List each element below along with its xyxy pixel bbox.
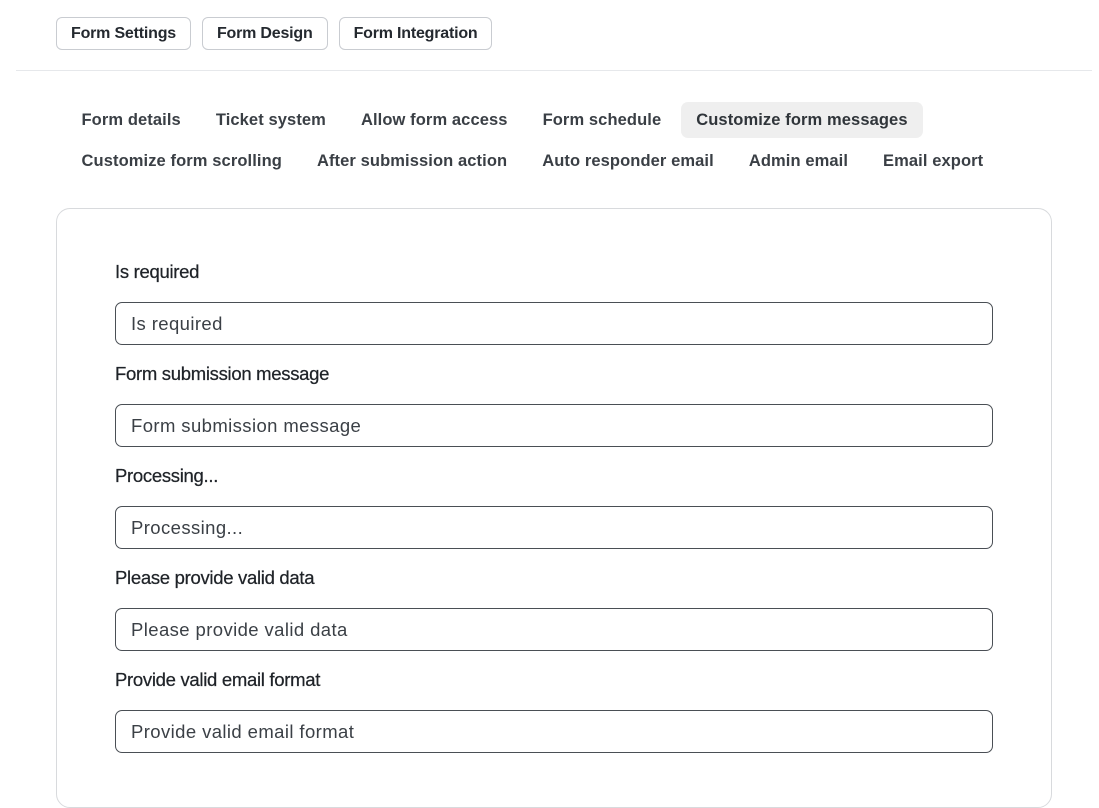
field-label: Please provide valid data: [115, 567, 315, 588]
field-valid-email-format: [115, 668, 993, 753]
sub-tab-email-export[interactable]: Email export: [883, 151, 984, 170]
sub-tab-row-1: [66, 102, 966, 138]
field-form-submission-message: [115, 362, 993, 447]
tab-form-integration[interactable]: Form Integration: [339, 17, 493, 50]
sub-tab-ticket-system[interactable]: Ticket system: [215, 110, 326, 129]
top-tab-bar: [56, 17, 492, 50]
sub-tab-row-2: [66, 143, 984, 179]
sub-tab-admin-email[interactable]: Admin email: [748, 151, 849, 170]
sub-tab-allow-form-access[interactable]: Allow form access: [360, 110, 508, 129]
form-messages-card: [56, 208, 1052, 808]
field-label: Processing...: [115, 465, 219, 486]
sub-tab-form-details[interactable]: Form details: [81, 110, 181, 129]
form-submission-message-input[interactable]: [115, 404, 993, 447]
settings-sub-tabs: [66, 102, 984, 184]
field-label: Form submission message: [115, 363, 330, 384]
sub-tab-after-submission-action[interactable]: After submission action: [316, 151, 508, 170]
field-processing: [115, 464, 993, 549]
field-is-required: [115, 260, 993, 345]
tab-form-settings[interactable]: Form Settings: [56, 17, 191, 50]
field-valid-data: [115, 566, 993, 651]
field-label: Is required: [115, 261, 200, 282]
sub-tab-customize-form-scrolling[interactable]: Customize form scrolling: [81, 151, 282, 170]
sub-tab-customize-form-messages[interactable]: Customize form messages: [681, 102, 923, 138]
valid-email-format-input[interactable]: [115, 710, 993, 753]
valid-data-input[interactable]: [115, 608, 993, 651]
tab-form-design[interactable]: Form Design: [202, 17, 328, 50]
is-required-input[interactable]: [115, 302, 993, 345]
sub-tab-form-schedule[interactable]: Form schedule: [542, 110, 662, 129]
field-label: Provide valid email format: [115, 669, 321, 690]
header-divider: [16, 70, 1092, 71]
processing-input[interactable]: [115, 506, 993, 549]
sub-tab-auto-responder-email[interactable]: Auto responder email: [542, 151, 714, 170]
